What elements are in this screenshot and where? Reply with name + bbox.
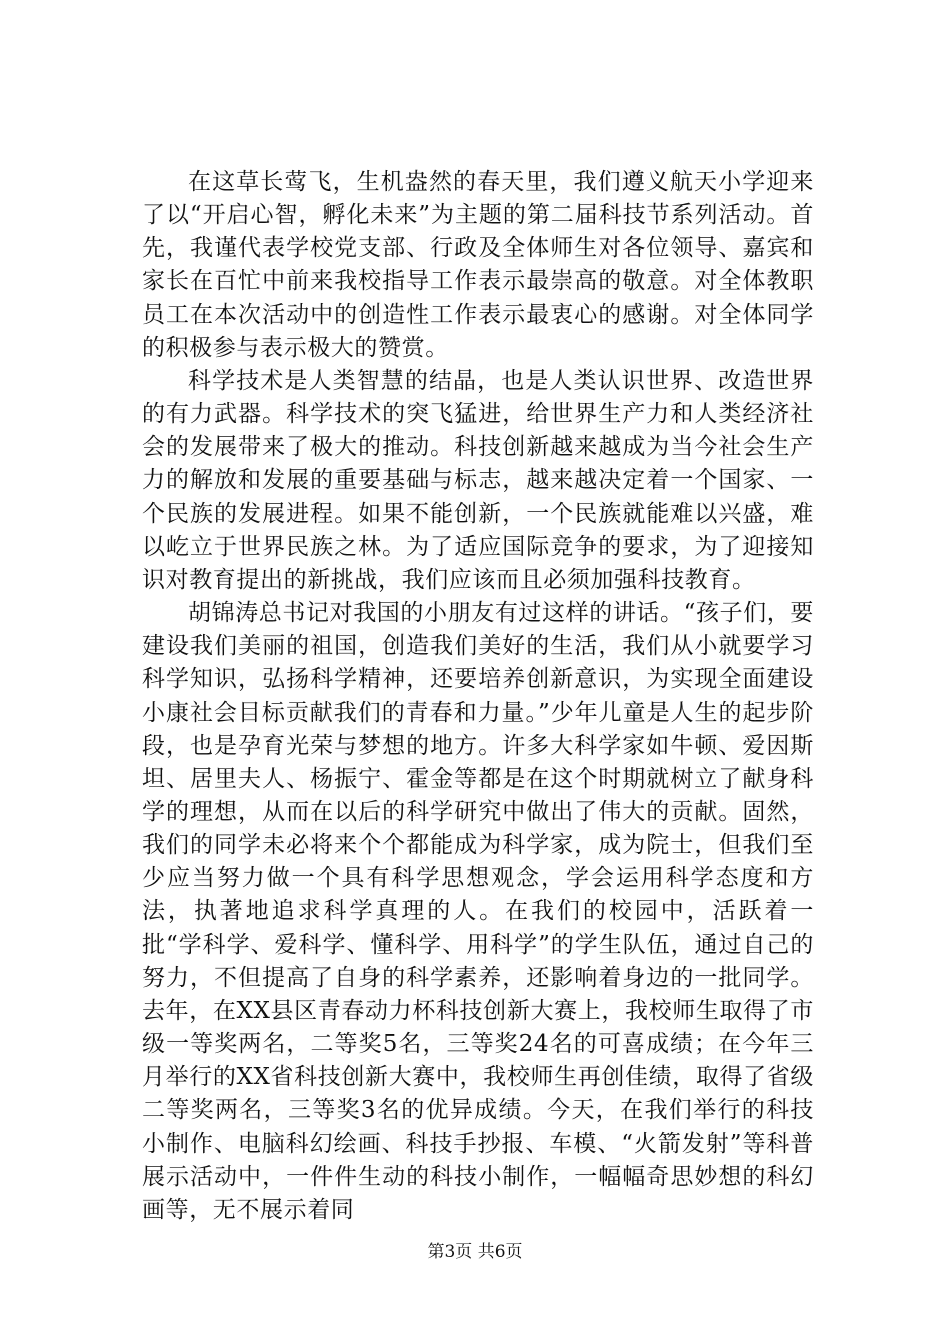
document-body <box>142 166 814 1227</box>
page-number-footer: 第3页 共6页 <box>427 1242 523 1262</box>
paragraph-opening: 在这草长莺飞，生机盎然的春天里，我们遵义航天小学迎来了以“开启心智，孵化未来”为主题的第二届科技节系列活动。首先，我谨代表学校党支部、行政及全体师生对各位领导、嘉宾和家长在百忙中前来我校指导工作表示最崇高的敬意。对全体教职员工在本次活动中的创造性工作表示最衷心的感谢。对全体同学的积极参与表示极大的赞赏。 <box>142 169 814 361</box>
paragraph-science-technology: 科学技术是人类智慧的结晶，也是人类认识世界、改造世界的有力武器。科学技术的突飞猛进，给世界生产力和人类经济社会的发展带来了极大的推动。科技创新越来越成为当今社会生产力的解放和发展的重要基础与标志，越来越决定着一个国家、一个民族的发展进程。如果不能创新，一个民族就能难以兴盛，难以屹立于世界民族之林。为了适应国际竞争的要求，为了迎接知识对教育提出的新挑战，我们应该而且必须加强科技教育。 <box>142 367 814 593</box>
paragraph-quote-achievements: 胡锦涛总书记对我国的小朋友有过这样的讲话。“孩子们，要建设我们美丽的祖国，创造我们美好的生活，我们从小就要学习科学知识，弘扬科学精神，还要培养创新意识，为实现全面建设小康社会目标贡献我们的青春和力量。”少年儿童是人生的起步阶段，也是孕育光荣与梦想的地方。许多大科学家如牛顿、爱因斯坦、居里夫人、杨振宁、霍金等都是在这个时期就树立了献身科学的理想，从而在以后的科学研究中做出了伟大的贡献。固然，我们的同学未必将来个个都能成为科学家，成为院士，但我们至少应当努力做一个具有科学思想观念，学会运用科学态度和方法，执著地追求科学真理的人。在我们的校园中，活跃着一批“学科学、爱科学、懂科学、用科学”的学生队伍，通过自己的努力，不但提高了自身的科学素养，还影响着身边的一批同学。去年，在XX县区青春动力杯科技创新大赛上，我校师生取得了市级一等奖两名，二等奖5名，三等奖24名的可喜成绩；在今年三月举行的XX省科技创新大赛中，我校师生再创佳绩，取得了省级二等奖两名，三等奖3名的优异成绩。今天，在我们举行的科技小制作、电脑科幻绘画、科技手抄报、车模、“火箭发射”等科普展示活动中，一件件生动的科技小制作，一幅幅奇思妙想的科幻画等，无不展示着同 <box>142 600 814 1223</box>
